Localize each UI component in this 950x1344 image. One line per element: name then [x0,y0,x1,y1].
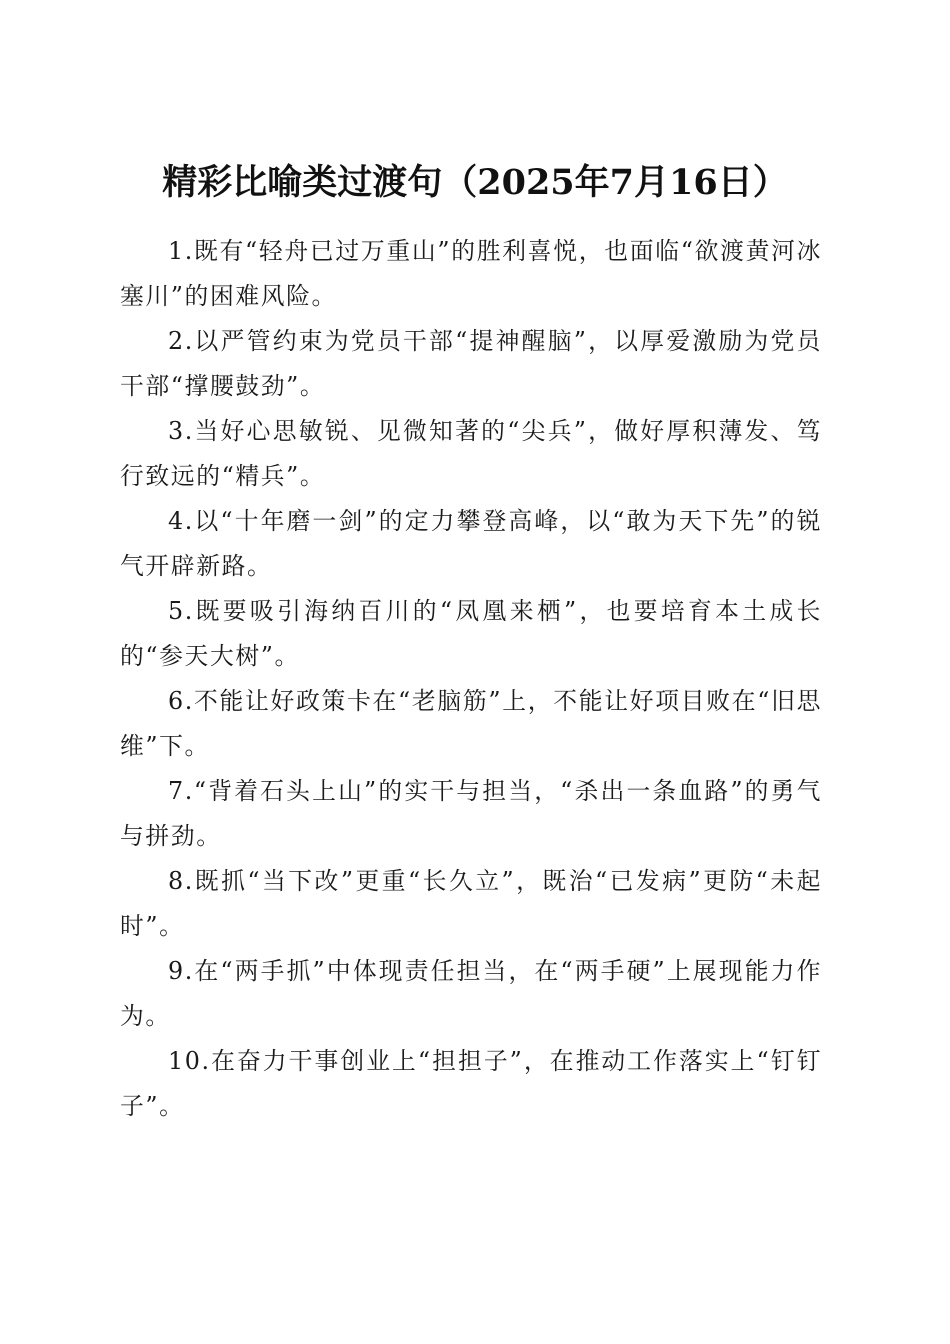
list-item: 6.不能让好政策卡在“老脑筋”上，不能让好项目败在“旧思维”下。 [120,687,822,760]
list-item: 3.当好心思敏锐、见微知著的“尖兵”，做好厚积薄发、笃行致远的“精兵”。 [120,417,822,490]
list-item: 8.既抓“当下改”更重“长久立”，既治“已发病”更防“未起时”。 [120,867,822,940]
list-item: 4.以“十年磨一剑”的定力攀登高峰，以“敢为天下先”的锐气开辟新路。 [120,507,822,580]
list-item: 9.在“两手抓”中体现责任担当，在“两手硬”上展现能力作为。 [120,957,822,1030]
list-item: 7.“背着石头上山”的实干与担当，“杀出一条血路”的勇气与拼劲。 [120,777,822,850]
list-item: 1.既有“轻舟已过万重山”的胜利喜悦，也面临“欲渡黄河冰塞川”的困难风险。 [120,237,822,310]
list-item: 5.既要吸引海纳百川的“凤凰来栖”，也要培育本土成长的“参天大树”。 [120,597,822,670]
document-body [120,229,822,1129]
list-item: 10.在奋力干事创业上“担担子”，在推动工作落实上“钉钉子”。 [120,1047,822,1120]
list-item: 2.以严管约束为党员干部“提神醒脑”，以厚爱激励为党员干部“撑腰鼓劲”。 [120,327,822,400]
document-title: 精彩比喻类过渡句（2025年7月16日） [162,162,788,204]
